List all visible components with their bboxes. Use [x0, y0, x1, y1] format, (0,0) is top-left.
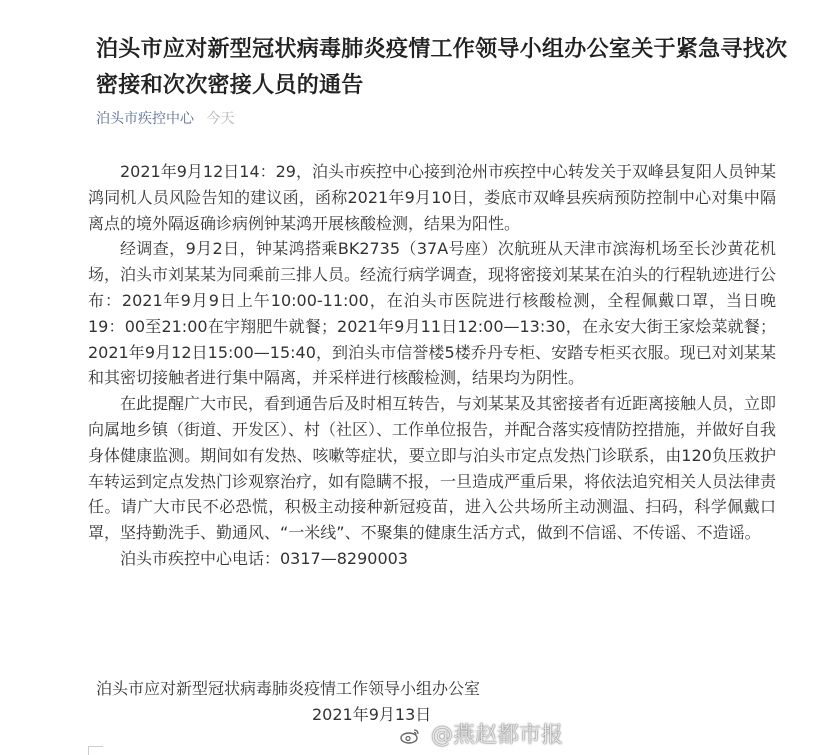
paragraph-phone: 泊头市疾控中心电话：0317—8290003	[120, 548, 408, 568]
article-meta	[96, 108, 234, 130]
article-title: 泊头市应对新型冠状病毒肺炎疫情工作领导小组办公室关于紧急寻找次密接和次次密接人员的通告	[96, 37, 788, 98]
paragraph-report: 2021年9月12日14：29，泊头市疾控中心接到沧州市疾控中心转发关于双峰县复阳人员钟某鸿同机人员风险告知的建议函，函称2021年9月10日，娄底市双峰县疾病预防控制中心对集中隔离点的境外隔返确诊病例钟某鸿开展核酸检测，结果为阳性。	[88, 162, 776, 233]
signature-org: 泊头市应对新型冠状病毒肺炎疫情工作领导小组办公室	[96, 679, 481, 698]
source-link[interactable]: 泊头市疾控中心	[96, 111, 194, 127]
watermark-text: @燕赵都市报	[431, 723, 564, 748]
signature-block	[96, 676, 596, 728]
article-body	[88, 159, 776, 572]
paragraph-investigation: 经调查，9月2日，钟某鸿搭乘BK2735（37A号座）次航班从天津市滨海机场至长沙黄花机场，泊头市刘某某为同乘前三排人员。经流行病学调查，现将密接刘某某在泊头的行程轨迹进行公布：2021年9月9日上午10:00-11:00，在泊头市医院进行核酸检测，全程佩戴口罩，当日晚19：00至21:00在宇翔肥牛就餐；2021年9月11日12:00—13:30，在永安大街王家烩菜就餐；2021年9月12日15:00—15:40，到泊头市信誉楼5楼乔丹专柜、安踏专柜买衣服。现已对刘某某和其密切接触者进行集中隔离，并采样进行核酸检测，结果均为阴性。	[88, 239, 777, 388]
weibo-icon	[400, 728, 420, 744]
paragraph-reminder: 在此提醒广大市民，看到通告后及时相互转告，与刘某某及其密接者有近距离接触人员，立即向属地乡镇（街道、开发区）、村（社区）、工作单位报告，并配合落实疫情防控措施，并做好自我身体健康监测。期间如有发热、咳嗽等症状，要立即与泊头市定点发热门诊联系，由120负压救护车转运到定点发热门诊观察治疗，如有隐瞒不报，一旦造成严重后果，将依法追究相关人员法律责任。请广大市民不必恐慌，积极主动接种新冠疫苗，进入公共场所主动测温、扫码，科学佩戴口罩，坚持勤洗手、勤通风、“一米线”、不聚集的健康生活方式，做到不信谣、不传谣、不造谣。	[88, 394, 777, 543]
watermark	[400, 722, 563, 750]
signature-date: 2021年9月13日	[312, 705, 432, 724]
publish-date: 今天	[206, 111, 235, 127]
